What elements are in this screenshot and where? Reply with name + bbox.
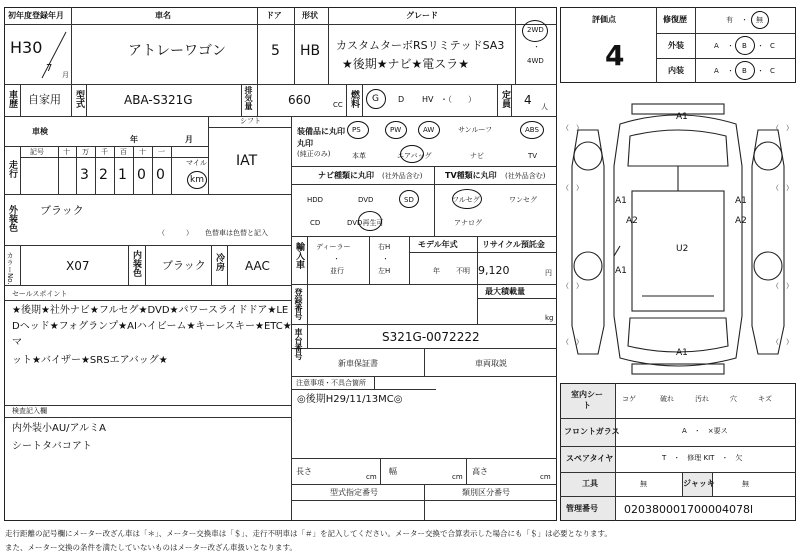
spare-label: スペアタイヤ — [566, 454, 614, 463]
score-label: 評価点 — [592, 15, 616, 24]
sales-line-4: ット★バイザー★SRSエアバッグ★ — [12, 355, 168, 366]
car-diagram — [560, 96, 796, 380]
exterior-label: 外装 — [668, 41, 684, 50]
equip-airbag: エアバッグ — [397, 152, 432, 160]
svg-text:（ ）: （ ） — [562, 184, 583, 192]
capacity-value: 4 — [524, 93, 532, 107]
diagram-mark: A2 — [735, 216, 747, 226]
diagram-mark: A2 — [626, 216, 638, 226]
spec-no-label: 型式指定番号 — [330, 488, 378, 497]
seat-item-burn: コゲ — [622, 395, 636, 403]
repair-sep: ・ — [741, 16, 748, 24]
color-paren: （ ） — [158, 229, 193, 237]
color-no-label: カラーNo. — [6, 252, 14, 285]
svg-text:（ ）: （ ） — [772, 282, 793, 290]
interior-label: 内装 — [668, 66, 684, 75]
grade-label: グレード — [406, 11, 438, 20]
tools-value: 無 — [640, 480, 647, 488]
mileage-digit: 2 — [99, 167, 108, 183]
import-dot-2: ・ — [382, 255, 389, 263]
inspector-label: 検査記入欄 — [12, 407, 47, 415]
fuel-hv: HV — [422, 95, 434, 104]
navi-hdd: HDD — [307, 196, 324, 204]
svg-text:（ ）: （ ） — [562, 338, 583, 346]
doors-value: 5 — [271, 43, 280, 59]
sales-line-3: マ — [12, 337, 22, 348]
jack-value: 無 — [742, 480, 749, 488]
recycle-unit: 円 — [545, 269, 552, 277]
glass-items: A ・ ×要ス — [682, 427, 728, 435]
svg-text:（ ）: （ ） — [772, 338, 793, 346]
interior-grade-b: B — [742, 67, 747, 75]
seat-item-scratch: キズ — [758, 395, 772, 403]
exterior-grade-a: A — [714, 42, 719, 50]
control-value: 020380001700004078l — [624, 503, 754, 516]
import-dealer: ディーラー — [316, 243, 351, 251]
equipment-label: 装備品に丸印 — [297, 127, 345, 136]
repair-no: 無 — [756, 16, 763, 24]
chassis-value: S321G-0072222 — [382, 330, 480, 344]
tv-fullseg: フルセグ — [452, 196, 480, 204]
mileage-label: 走行 — [7, 160, 17, 178]
displacement-unit: CC — [333, 101, 343, 109]
equip-abs: ABS — [525, 126, 539, 134]
dims-length-unit: cm — [366, 473, 377, 481]
spare-items: T ・ 修理 KIT ・ 欠 — [662, 454, 743, 462]
drive-2wd: 2WD — [527, 26, 544, 34]
shift-label: シフト — [240, 117, 261, 125]
tv-oneseg: ワンセグ — [509, 196, 537, 204]
inspection-month-unit: 月 — [185, 135, 193, 144]
mileage-symbol-label: 記号 — [30, 148, 44, 156]
digit-header: 十 — [63, 148, 70, 156]
diagram-mark: A1 — [676, 348, 688, 358]
sales-line-1: ★後期★社外ナビ★フルセグ★DVD★パワースライドドア★LE — [12, 305, 289, 316]
usage-value: 自家用 — [28, 93, 61, 106]
navi-dvd: DVD — [358, 196, 374, 204]
navi-sd: SD — [404, 196, 414, 204]
seat-item-tear: 破れ — [660, 395, 674, 403]
notes-text: ◎後期H29/11/13MC◎ — [297, 394, 403, 405]
type-label: 型式 — [74, 90, 84, 108]
type-value: ABA-S321G — [124, 93, 193, 107]
new-car-cert: 新車保証書 — [338, 359, 378, 368]
drive-dot: ・ — [533, 43, 540, 51]
tv-label-note: (社外品含む) — [505, 172, 546, 180]
svg-text:（ ）: （ ） — [772, 124, 793, 132]
month-unit: 月 — [62, 71, 69, 79]
exterior-grade-c: C — [770, 42, 775, 50]
model-year-value: 不明 — [456, 267, 470, 275]
control-label: 管理番号 — [566, 504, 598, 513]
fuel-label: 燃料 — [349, 90, 359, 108]
drive-4wd: 4WD — [527, 57, 544, 65]
diagram-mark: A1 — [615, 196, 627, 206]
digit-header: 千 — [101, 148, 108, 156]
interior-color-label: 内装色 — [131, 250, 141, 277]
navi-label-note: (社外品含む) — [382, 172, 423, 180]
fuel-g: G — [372, 94, 379, 104]
dims-height: 高さ — [472, 467, 488, 476]
import-label: 輸入車 — [294, 242, 304, 269]
mile-label: マイル — [186, 159, 207, 167]
class-no-label: 類別区分番号 — [462, 488, 510, 497]
diagram-mark: U2 — [676, 244, 689, 254]
import-dot: ・ — [333, 255, 340, 263]
digit-header: 十 — [139, 148, 146, 156]
equip-pw: PW — [390, 126, 402, 134]
chassis-label: 車台番号 — [294, 328, 303, 360]
mileage-digit: 0 — [137, 167, 146, 183]
km-label: km — [190, 175, 204, 185]
grade-line-1: カスタムターボRSリミテッドSA3 — [336, 39, 505, 52]
equipment-sublabel: (純正のみ) — [297, 150, 331, 158]
dims-height-unit: cm — [540, 473, 551, 481]
color-label: 外装色 — [7, 205, 17, 232]
inspection-year-unit: 年 — [130, 135, 138, 144]
seat-item-dirt: 汚れ — [695, 395, 709, 403]
shape-label: 形状 — [302, 11, 318, 20]
import-left-h: 左H — [378, 267, 391, 275]
equip-navi: ナビ — [470, 152, 484, 160]
navi-cd: CD — [310, 219, 321, 227]
digit-header: 一 — [158, 148, 165, 156]
digit-header: 百 — [120, 148, 127, 156]
svg-text:（ ）: （ ） — [562, 282, 583, 290]
jack-label: ジャッキ — [683, 479, 715, 488]
sales-label: セールスポイント — [12, 290, 68, 298]
repair-yes: 有 — [726, 16, 733, 24]
mileage-digit: 1 — [118, 167, 127, 183]
ac-label: 冷房 — [214, 253, 224, 271]
seat-item-hole: 穴 — [730, 395, 737, 403]
interior-sep-2: ・ — [757, 67, 764, 75]
first-reg-month: 7 — [46, 63, 53, 74]
import-right-h: 右H — [378, 243, 391, 251]
color-note: 色替車は色替と記入 — [205, 229, 268, 237]
registration-label: 登録番号 — [294, 288, 303, 320]
equip-tv: TV — [528, 152, 538, 160]
first-reg-label: 初年度登録年月 — [8, 11, 64, 20]
max-load-unit: kg — [545, 314, 554, 322]
exterior-sep-2: ・ — [757, 42, 764, 50]
model-year-unit: 年 — [433, 267, 440, 275]
tv-label: TV種類に丸印 — [445, 171, 497, 180]
navi-label: ナビ種類に丸印 — [318, 171, 374, 180]
usage-label: 車歴 — [7, 90, 17, 108]
dims-width: 幅 — [389, 467, 397, 476]
fuel-d: D — [398, 95, 405, 104]
capacity-unit: 人 — [541, 103, 548, 111]
model-year-label: モデル年式 — [418, 240, 458, 249]
capacity-label: 定員 — [500, 90, 510, 108]
doors-label: ドア — [266, 11, 282, 20]
displacement-label: 排気量 — [244, 86, 253, 110]
sales-line-2: Dヘッド★フォグランプ★AIハイビーム★キーレスキー★ETC★ — [12, 321, 292, 332]
equip-leather: 本革 — [352, 152, 366, 160]
inspector-line-2: シートタバコアト — [12, 441, 92, 452]
exterior-sep: ・ — [727, 42, 734, 50]
max-load-label: 最大積載量 — [485, 287, 525, 296]
inspector-line-1: 内外装小AU/アルミA — [12, 423, 106, 434]
inspection-label: 車検 — [32, 127, 48, 136]
notes-label: 注意事項・不具合箇所 — [296, 379, 366, 387]
footer-line-2: また、メーター交換の条件を満たしていないものはメーター改ざん車扱いとなります。 — [5, 543, 297, 552]
digit-header: 万 — [82, 148, 89, 156]
navi-dvd-play: DVD再生可 — [347, 219, 384, 227]
import-parallel: 並行 — [330, 267, 344, 275]
first-reg-year: H30 — [10, 38, 43, 57]
exterior-grade-b: B — [742, 42, 747, 50]
footer-line-1: 走行距離の記号欄にメーター改ざん車は「＊」、メーター交換車は「＄」、走行不明車は「＃」を記入してください。メーター交換で合算表示した場合にも「＄」は必要となります。 — [5, 529, 612, 538]
recycle-value: 9,120 — [478, 264, 510, 277]
equipment-label-2: 丸印 — [297, 139, 313, 148]
interior-sep: ・ — [727, 67, 734, 75]
interior-grade-a: A — [714, 67, 719, 75]
svg-text:（ ）: （ ） — [772, 184, 793, 192]
tv-analog: アナログ — [454, 219, 482, 227]
glass-label: フロントガラス — [564, 427, 620, 436]
diagram-mark: A1 — [615, 266, 627, 276]
dims-length: 長さ — [296, 467, 312, 476]
repair-label: 修復歴 — [663, 15, 687, 24]
model-name-value: アトレーワゴン — [128, 43, 226, 59]
equip-ps: PS — [352, 126, 361, 134]
svg-text:（ ）: （ ） — [562, 124, 583, 132]
grade-line-2: ★後期★ナビ★電スラ★ — [342, 57, 470, 71]
diagram-mark: A1 — [676, 112, 688, 122]
color-value: ブラック — [40, 204, 84, 217]
diagram-mark: A1 — [735, 196, 747, 206]
dims-width-unit: cm — [452, 473, 463, 481]
mileage-digit: 3 — [80, 167, 89, 183]
interior-grade-c: C — [770, 67, 775, 75]
interior-color-value: ブラック — [162, 259, 206, 272]
shift-value: IAT — [236, 153, 258, 169]
equip-sunroof: サンルーフ — [458, 126, 493, 134]
seat-label: 室内シート — [571, 390, 603, 410]
shape-value: HB — [300, 43, 321, 59]
score-value: 4 — [605, 39, 625, 72]
fuel-paren: ・（ ） — [440, 95, 476, 104]
tools-label: 工具 — [582, 479, 598, 488]
ac-value: AAC — [245, 259, 270, 273]
recycle-label: リサイクル預託金 — [482, 240, 545, 249]
mileage-digit: 0 — [156, 167, 165, 183]
manual: 車両取説 — [475, 359, 507, 368]
displacement-value: 660 — [288, 93, 311, 107]
equip-aw: AW — [423, 126, 435, 134]
color-no-value: X07 — [66, 259, 90, 273]
model-name-label: 車名 — [155, 11, 171, 20]
